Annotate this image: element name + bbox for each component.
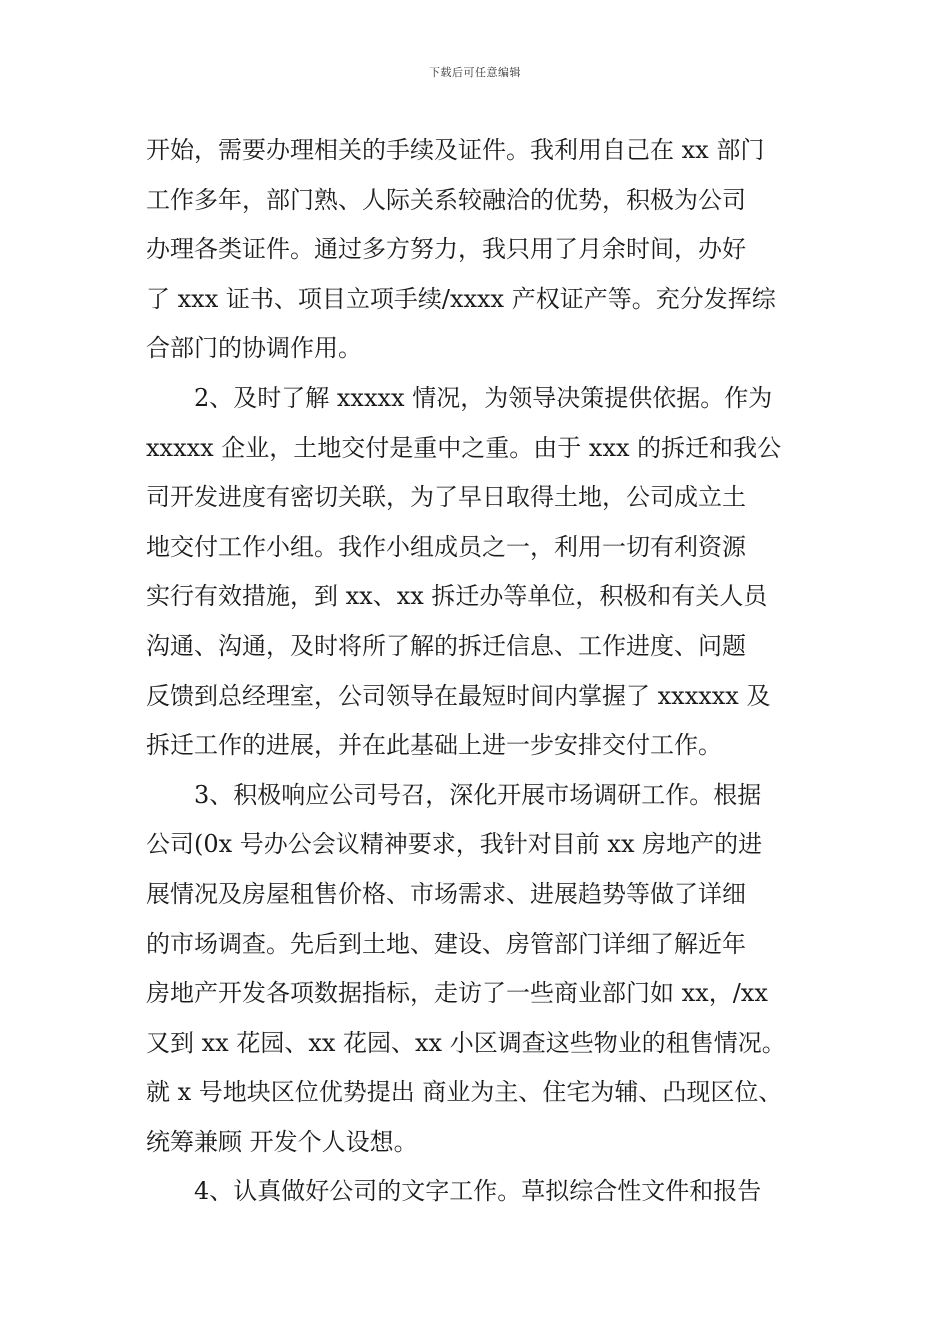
document-body bbox=[146, 126, 814, 1217]
text-line: 4、认真做好公司的文字工作。草拟综合性文件和报告 bbox=[194, 1177, 762, 1206]
page-header: 下载后可任意编辑 bbox=[429, 66, 521, 79]
text-line: xxxxx 企业，土地交付是重中之重。由于 xxx 的拆迁和我公 bbox=[146, 433, 782, 462]
text-line: 展情况及房屋租售价格、市场需求、进展趋势等做了详细 bbox=[146, 879, 746, 908]
text-line: 司开发进度有密切关联，为了早日取得土地，公司成立土 bbox=[146, 483, 746, 512]
text-line: 的市场调查。先后到土地、建设、房管部门详细了解近年 bbox=[146, 929, 746, 958]
text-line: 公司(0x 号办公会议精神要求，我针对目前 xx 房地产的进 bbox=[146, 830, 763, 859]
text-line: 反馈到总经理室，公司领导在最短时间内掌握了 xxxxxx 及 bbox=[146, 681, 771, 710]
text-line: 开始，需要办理相关的手续及证件。我利用自己在 xx 部门 bbox=[146, 136, 765, 164]
text-line: 地交付工作小组。我作小组成员之一，利用一切有利资源 bbox=[146, 532, 746, 561]
text-line: 统筹兼顾 开发个人设想。 bbox=[146, 1127, 418, 1156]
text-line: 2、及时了解 xxxxx 情况，为领导决策提供依据。作为 bbox=[194, 383, 773, 412]
text-line: 又到 xx 花园、xx 花园、xx 小区调查这些物业的租售情况。 bbox=[146, 1028, 786, 1057]
text-line: 合部门的协调作用。 bbox=[146, 334, 362, 363]
text-line: 工作多年，部门熟、人际关系较融洽的优势，积极为公司 bbox=[146, 185, 746, 214]
text-line: 房地产开发各项数据指标，走访了一些商业部门如 xx，/xx bbox=[146, 979, 768, 1008]
text-line: 就 x 号地块区位优势提出 商业为主、住宅为辅、凸现区位、 bbox=[146, 1078, 783, 1107]
text-line: 3、积极响应公司号召，深化开展市场调研工作。根据 bbox=[194, 780, 762, 809]
text-line: 实行有效措施，到 xx、xx 拆迁办等单位，积极和有关人员 bbox=[146, 582, 768, 611]
text-line: 沟通、沟通，及时将所了解的拆迁信息、工作进度、问题 bbox=[146, 631, 746, 660]
text-line: 了 xxx 证书、项目立项手续/xxxx 产权证产等。充分发挥综 bbox=[146, 284, 776, 313]
text-line: 拆迁工作的进展，并在此基础上进一步安排交付工作。 bbox=[146, 731, 722, 760]
text-line: 办理各类证件。通过多方努力，我只用了月余时间，办好 bbox=[146, 235, 746, 264]
